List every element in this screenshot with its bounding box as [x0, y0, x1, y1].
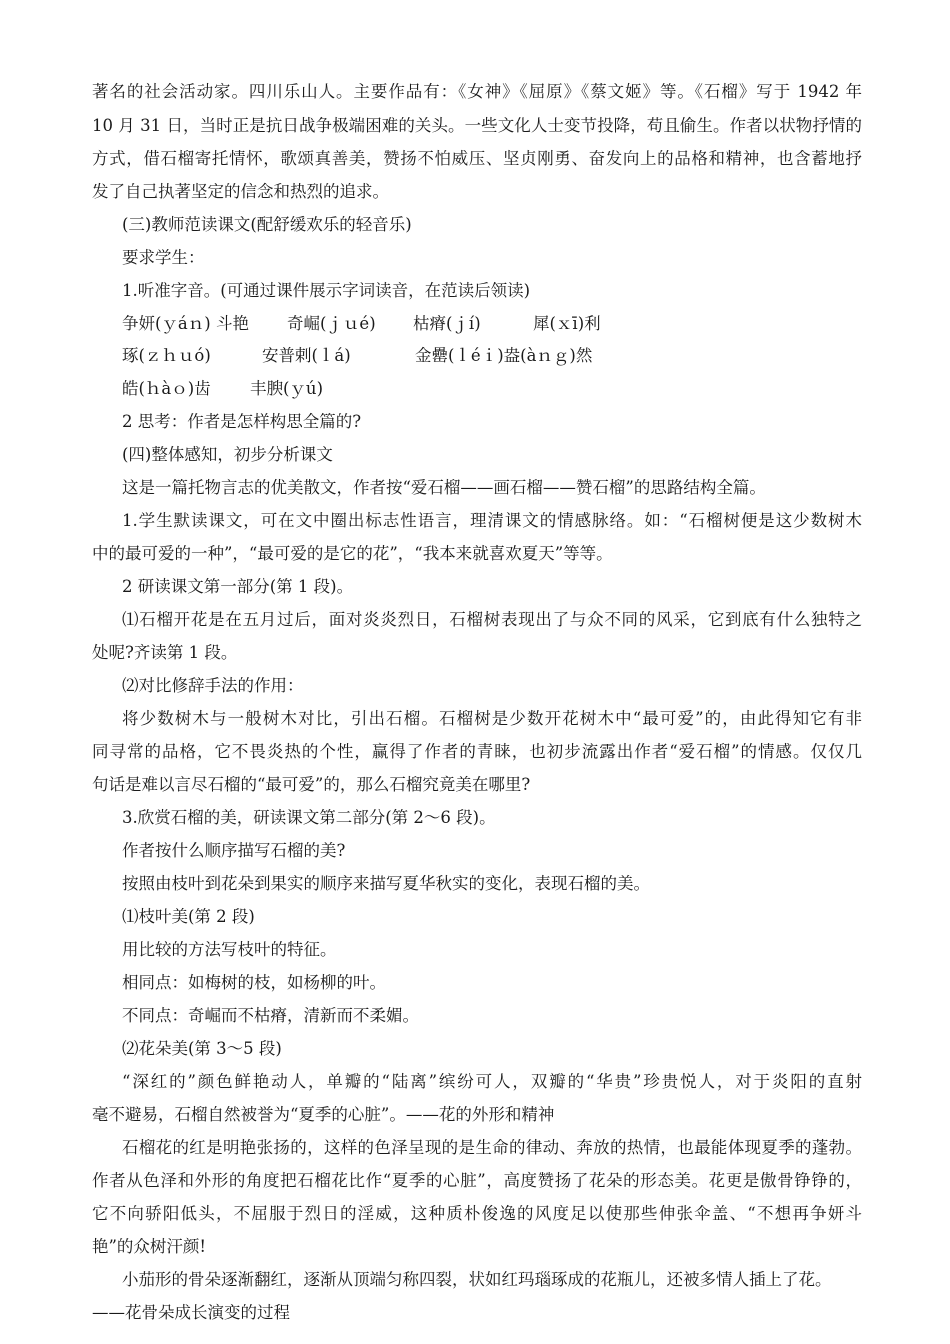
text-line: 2 思考：作者是怎样构思全篇的?	[122, 412, 362, 431]
pinyin-item: 皓(ｈàｏ)齿	[122, 379, 211, 398]
text-line: 句话是难以言尽石榴的“最可爱”的，那么石榴究竟美在哪里?	[92, 775, 531, 794]
text-line: “深红的”颜色鲜艳动人，单瓣的“陆离”缤纷可人，双瓣的“华贵”珍贵悦人，对于炎阳的直射	[122, 1072, 862, 1091]
text-line: ⑵对比修辞手法的作用：	[122, 676, 304, 695]
text-line: ⑴枝叶美(第 2 段)	[122, 907, 255, 926]
section-heading: (三)教师范读课文(配舒缓欢乐的轻音乐)	[122, 215, 412, 234]
text-line: 发了自己执著坚定的信念和热烈的追求。	[92, 182, 389, 201]
text-line: 同寻常的品格，它不畏炎热的个性，赢得了作者的青睐，也初步流露出作者“爱石榴”的情感。仅仅几	[92, 742, 862, 761]
text-line: 将少数树木与一般树木对比，引出石榴。石榴树是少数开花树木中“最可爱”的，由此得知它有非	[122, 709, 862, 728]
text-line: 按照由枝叶到花朵到果实的顺序来描写夏华秋实的变化，表现石榴的美。	[122, 874, 650, 893]
pinyin-row	[122, 314, 601, 334]
text-line: 作者按什么顺序描写石榴的美?	[122, 841, 346, 860]
text-line: 不同点：奇崛而不枯瘠，清新而不柔媚。	[122, 1006, 419, 1025]
text-line: 1.听准字音。(可通过课件展示字词读音，在范读后领读)	[122, 281, 531, 300]
text-line: 2 研读课文第一部分(第 1 段)。	[122, 577, 354, 596]
text-line: ⑴石榴开花是在五月过后，面对炎炎烈日，石榴树表现出了与众不同的风采，它到底有什么独特之	[122, 610, 862, 629]
text-line: 处呢?齐读第 1 段。	[92, 643, 238, 662]
text-line: 10 月 31 日，当时正是抗日战争极端困难的关头。一些文化人士变节投降，苟且偷生。作者以状物抒情的	[92, 116, 862, 135]
text-line: 中的最可爱的一种”，“最可爱的是它的花”，“我本来就喜欢夏天”等等。	[92, 544, 613, 563]
text-line: 作者从色泽和外形的角度把石榴花比作“夏季的心脏”，高度赞扬了花朵的形态美。花更是傲骨铮铮的，	[92, 1171, 862, 1190]
text-line: 艳”的众树汗颜!	[92, 1237, 207, 1256]
text-line: 它不向骄阳低头，不屈服于烈日的淫威，这种质朴俊逸的风度足以使那些伸张伞盖、“不想再争妍斗	[92, 1204, 862, 1223]
pinyin-item: 金罍(ｌéｉ)盎(àｎｇ)然	[415, 346, 593, 365]
text-line: 石榴花的红是明艳张扬的，这样的色泽呈现的是生命的律动、奔放的热情，也最能体现夏季的蓬勃。	[122, 1138, 862, 1157]
text-line: 相同点：如梅树的枝，如杨柳的叶。	[122, 973, 386, 992]
text-line: ⑵花朵美(第 3～5 段)	[122, 1039, 282, 1058]
pinyin-item: 犀(ｘī)利	[533, 314, 601, 333]
pinyin-item: 奇崛(ｊｕé)	[287, 314, 376, 333]
text-line: 小茄形的骨朵逐渐翻红，逐渐从顶端匀称四裂，状如红玛瑙琢成的花瓶儿，还被多情人插上了花。	[122, 1270, 832, 1289]
pinyin-item: 丰腴(ｙú)	[250, 379, 324, 398]
text-line: 著名的社会活动家。四川乐山人。主要作品有：《女神》《屈原》《蔡文姬》等。《石榴》写于 1942 年	[92, 82, 862, 101]
text-line: 用比较的方法写枝叶的特征。	[122, 940, 337, 959]
text-line: 毫不避易，石榴自然被誉为“夏季的心脏”。——花的外形和精神	[92, 1105, 555, 1124]
text-line: ——花骨朵成长演变的过程	[92, 1303, 290, 1322]
text-line: 这是一篇托物言志的优美散文，作者按“爱石榴——画石榴——赞石榴”的思路结构全篇。	[122, 478, 766, 497]
pinyin-item: 安普剌(ｌá)	[262, 346, 351, 365]
pinyin-item: 琢(ｚｈｕó)	[122, 346, 211, 365]
pinyin-item: 枯瘠(ｊí)	[413, 314, 481, 333]
pinyin-row	[122, 346, 592, 366]
text-line: 要求学生：	[122, 248, 205, 267]
text-line: 方式，借石榴寄托情怀，歌颂真善美，赞扬不怕威压、坚贞刚勇、奋发向上的品格和精神，也含蓄地抒	[92, 149, 862, 168]
pinyin-item: 争妍(ｙáｎ) 斗艳	[122, 314, 249, 333]
text-line: 1.学生默读课文，可在文中圈出标志性语言，理清课文的情感脉络。如：“石榴树便是这少数树木	[122, 511, 862, 530]
section-heading: (四)整体感知，初步分析课文	[122, 445, 333, 464]
pinyin-row	[122, 379, 323, 399]
text-line: 3.欣赏石榴的美，研读课文第二部分(第 2～6 段)。	[122, 808, 496, 827]
